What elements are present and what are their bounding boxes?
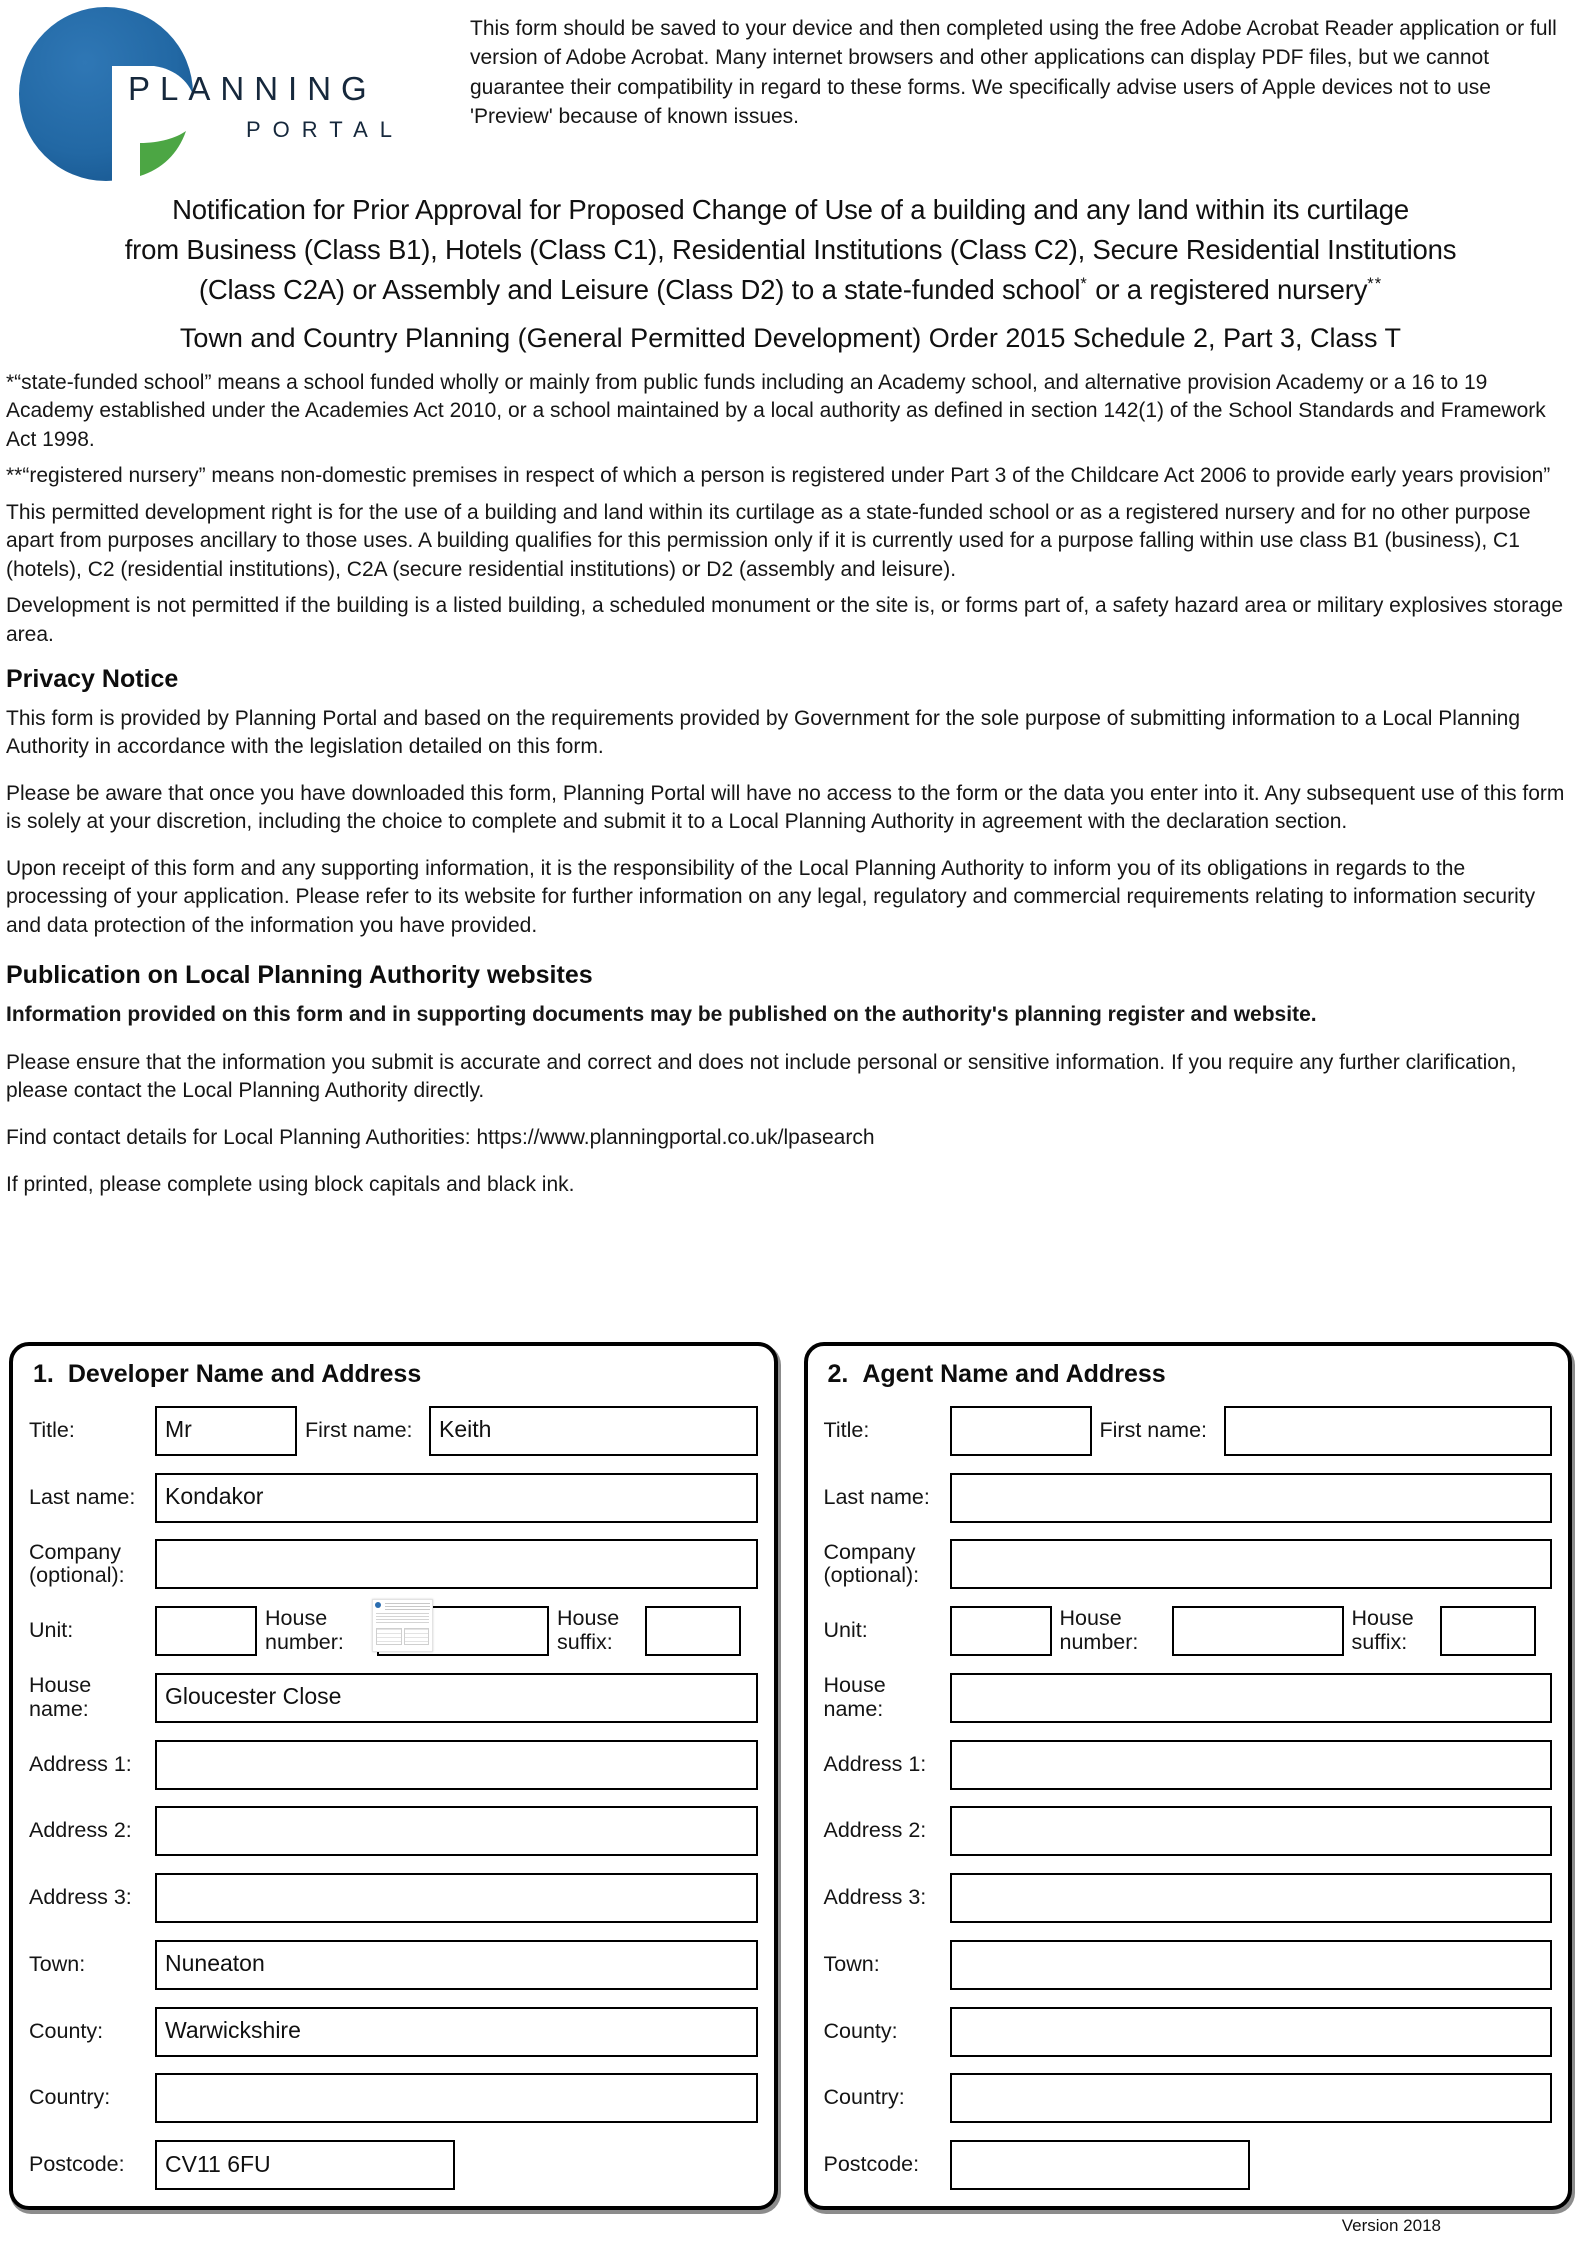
developer-house-suffix-field[interactable] (645, 1606, 741, 1656)
name-address-forms (9, 1342, 1572, 2210)
developer-town-row (29, 1940, 758, 1990)
thumbnail-box (404, 1628, 430, 1645)
lpa-search-link-line: Find contact details for Local Planning Authorities: https://www.planningportal.co.uk/lpasearch (6, 1126, 875, 1150)
permitted-development-note: This permitted development right is for the use of a building and land within its curtilage as a state-funded school or as a registered nursery and for no other purpose apart from purposes ancillary to those uses. A building qualifies for this permission only if it is currently used for a purpose falling within use class B1 (business), C1 (hotels), C2 (residential institutions), C2A (secure residential institutions) or D2 (assembly and leisure). (6, 500, 1531, 581)
agent-address2-label: Address 2: (823, 1818, 927, 1843)
agent-house-number-label: House number: (1059, 1606, 1139, 1654)
privacy-paragraph-3: Upon receipt of this form and any supporting information, it is the responsibility of the Local Planning Authority to inform you of its obligations in regards to the processing of your application. Please refer to its website for further information on any legal, regulatory and commercial requirements relating to information security and data protection of the information you have provided. (6, 856, 1536, 937)
agent-country-row (824, 2073, 1553, 2123)
agent-address3-row (824, 1873, 1553, 1923)
agent-house-name-field[interactable] (950, 1673, 1553, 1723)
agent-address2-row (824, 1806, 1553, 1856)
agent-unit-row (824, 1606, 1553, 1656)
developer-title-field[interactable] (155, 1406, 297, 1456)
developer-first-name-field[interactable] (429, 1406, 758, 1456)
agent-address2-field[interactable] (950, 1806, 1553, 1856)
agent-postcode-label: Postcode: (823, 2152, 920, 2177)
agent-first-name-label: First name: (1099, 1417, 1208, 1442)
privacy-notice-heading: Privacy Notice (6, 664, 179, 693)
publication-paragraph-1: Please ensure that the information you submit is accurate and correct and does not include personal or sensitive information. If you require any further clarification, please contact the Local Planning Authority directly. (6, 1050, 1517, 1103)
privacy-paragraph-2: Please be aware that once you have downloaded this form, Planning Portal will have no access to the form or the data you enter into it. Any subsequent use of this form is solely at your discretion, including the choice to complete and submit it to a Local Planning Authority in agreement with the declaration section. (6, 781, 1565, 834)
form-title-block (0, 190, 1581, 354)
agent-town-field[interactable] (950, 1940, 1553, 1990)
logo-word-portal: PORTAL (246, 117, 404, 142)
form-title-line1: Notification for Prior Approval for Proposed Change of Use of a building and any land within its curtilage (172, 194, 1409, 225)
thumbnail-text-lines (376, 1613, 429, 1625)
developer-title-row (29, 1406, 758, 1456)
agent-unit-field[interactable] (950, 1606, 1052, 1656)
agent-house-number-wrap (1172, 1606, 1344, 1656)
developer-postcode-label: Postcode: (29, 2152, 125, 2177)
title-asterisk-school: * (1080, 274, 1088, 293)
developer-unit-field[interactable] (155, 1606, 257, 1656)
agent-country-field[interactable] (950, 2073, 1553, 2123)
version-label: Version 2018 (1341, 2216, 1441, 2235)
agent-house-name-label: House name: (823, 1673, 886, 1721)
developer-house-suffix-label: House suffix: (557, 1606, 620, 1654)
planning-portal-logo (10, 6, 462, 176)
developer-town-label: Town: (29, 1951, 86, 1976)
agent-house-number-field[interactable] (1172, 1606, 1344, 1656)
developer-section-number: 1. (33, 1360, 54, 1388)
agent-town-label: Town: (823, 1951, 880, 1976)
agent-county-label: County: (823, 2018, 898, 2043)
publication-bold-note: Information provided on this form and in supporting documents may be published on the authority's planning register and website. (6, 1003, 1317, 1027)
privacy-paragraph-1: This form is provided by Planning Portal and based on the requirements provided by Government for the sole purpose of submitting information to a Local Planning Authority in accordance with the legislation detailed on this form. (6, 706, 1521, 759)
developer-last-name-field[interactable] (155, 1473, 758, 1523)
thumbnail-form-boxes (376, 1628, 429, 1645)
agent-postcode-field[interactable] (950, 2140, 1250, 2190)
development-not-permitted-note: Development is not permitted if the building is a listed building, a scheduled monument or the site is, or forms part of, a safety hazard area or military explosives storage area. (6, 594, 1564, 646)
developer-first-name-label: First name: (305, 1417, 413, 1442)
developer-house-name-row (29, 1673, 758, 1723)
adobe-acrobat-advice-note: This form should be saved to your device and then completed using the free Adobe Acrobat Reader application or full version of Adobe Acrobat. Many internet browsers and other applications can display PDF files, but we cannot guarantee their compatibility in regard to these forms. We specifically advise users of Apple devices not to use 'Preview' because of known issues. (470, 17, 1557, 129)
agent-town-row (824, 1940, 1553, 1990)
agent-unit-label: Unit: (823, 1618, 868, 1643)
developer-house-name-field[interactable] (155, 1673, 758, 1723)
agent-title-row (824, 1406, 1553, 1456)
agent-county-field[interactable] (950, 2007, 1553, 2057)
definition-registered-nursery: **“registered nursery” means non-domestic premises in respect of which a person is registered under Part 3 of the Childcare Act 2006 to provide early years provision” (6, 464, 1551, 488)
page-thumbnail-artifact (372, 1599, 433, 1652)
developer-county-field[interactable] (155, 2007, 758, 2057)
agent-title-field[interactable] (950, 1406, 1092, 1456)
block-capitals-note: If printed, please complete using block capitals and black ink. (6, 1172, 575, 1196)
developer-address1-label: Address 1: (29, 1751, 132, 1776)
agent-last-name-field[interactable] (950, 1473, 1553, 1523)
form-title-line3 (0, 270, 1581, 310)
developer-postcode-field[interactable] (155, 2140, 455, 2190)
developer-address1-field[interactable] (155, 1740, 758, 1790)
agent-address1-label: Address 1: (823, 1751, 927, 1776)
agent-house-name-row (824, 1673, 1553, 1723)
logo-word-planning: PLANNING (128, 70, 377, 107)
developer-unit-label: Unit: (29, 1618, 74, 1643)
thumbnail-text-lines (385, 1603, 430, 1611)
agent-section-number: 2. (827, 1360, 849, 1388)
legislation-subtitle: Town and Country Planning (General Permitted Development) Order 2015 Schedule 2, Part 3, Class T (179, 322, 1402, 353)
agent-house-suffix-label: House suffix: (1351, 1606, 1414, 1654)
agent-address1-row (824, 1740, 1553, 1790)
developer-unit-row (29, 1606, 758, 1656)
developer-section-box (9, 1342, 778, 2210)
developer-title-label: Title: (29, 1417, 75, 1442)
developer-country-label: Country: (29, 2085, 111, 2110)
developer-last-name-label: Last name: (29, 1484, 136, 1509)
agent-section-title: Agent Name and Address (862, 1360, 1166, 1388)
developer-house-number-wrap (377, 1606, 549, 1656)
title-line3-text2: or a registered nursery (1087, 273, 1368, 305)
agent-section-box (804, 1342, 1573, 2210)
agent-address3-field[interactable] (950, 1873, 1553, 1923)
title-line3-text: (Class C2A) or Assembly and Leisure (Class D2) to a state-funded school (198, 273, 1081, 305)
developer-house-name-label: House name: (29, 1673, 92, 1721)
developer-section-heading (33, 1360, 758, 1389)
agent-last-name-row (824, 1473, 1553, 1523)
agent-company-field[interactable] (950, 1539, 1553, 1589)
developer-address2-label: Address 2: (29, 1818, 132, 1843)
developer-address3-field[interactable] (155, 1873, 758, 1923)
agent-county-row (824, 2007, 1553, 2057)
developer-country-field[interactable] (155, 2073, 758, 2123)
agent-address1-field[interactable] (950, 1740, 1553, 1790)
developer-address3-label: Address 3: (29, 1885, 132, 1910)
developer-last-name-row (29, 1473, 758, 1523)
thumbnail-logo-dot (375, 1602, 381, 1608)
developer-address2-row (29, 1806, 758, 1856)
developer-company-row (29, 1539, 758, 1589)
body-text (0, 354, 1578, 1199)
agent-postcode-row (824, 2140, 1553, 2190)
agent-company-label: Company (optional): (823, 1539, 920, 1588)
agent-country-label: Country: (823, 2085, 905, 2110)
developer-county-label: County: (29, 2018, 104, 2043)
publication-heading: Publication on Local Planning Authority websites (6, 961, 593, 990)
agent-title-label: Title: (823, 1417, 870, 1442)
agent-last-name-label: Last name: (823, 1484, 930, 1509)
title-asterisk-nursery: ** (1367, 274, 1383, 293)
agent-house-suffix-field[interactable] (1440, 1606, 1536, 1656)
developer-section-title: Developer Name and Address (67, 1360, 422, 1388)
agent-company-row (824, 1539, 1553, 1589)
agent-first-name-field[interactable] (1224, 1406, 1553, 1456)
developer-address1-row (29, 1740, 758, 1790)
developer-company-label: Company (optional): (29, 1539, 125, 1588)
developer-country-row (29, 2073, 758, 2123)
developer-address2-field[interactable] (155, 1806, 758, 1856)
definition-state-funded-school: *“state-funded school” means a school funded wholly or mainly from public funds including an Academy school, and alternative provision Academy or a 16 to 19 Academy established under the Academies Act 2010, or a school maintained by a local authority as defined in section 142(1) of the School Standards and Framework Act 1998. (6, 370, 1546, 451)
developer-county-row (29, 2007, 758, 2057)
agent-address3-label: Address 3: (823, 1885, 927, 1910)
developer-company-field[interactable] (155, 1539, 758, 1589)
developer-postcode-row (29, 2140, 758, 2190)
developer-address3-row (29, 1873, 758, 1923)
header (0, 0, 1581, 176)
logo-wordmark (128, 70, 404, 143)
developer-town-field[interactable] (155, 1940, 758, 1990)
agent-section-heading (828, 1360, 1553, 1389)
thumbnail-box (376, 1628, 402, 1645)
developer-house-number-label: House number: (265, 1606, 344, 1654)
form-title-line2: from Business (Class B1), Hotels (Class C1), Residential Institutions (Class C2), Secure Residential Institutions (124, 233, 1457, 265)
